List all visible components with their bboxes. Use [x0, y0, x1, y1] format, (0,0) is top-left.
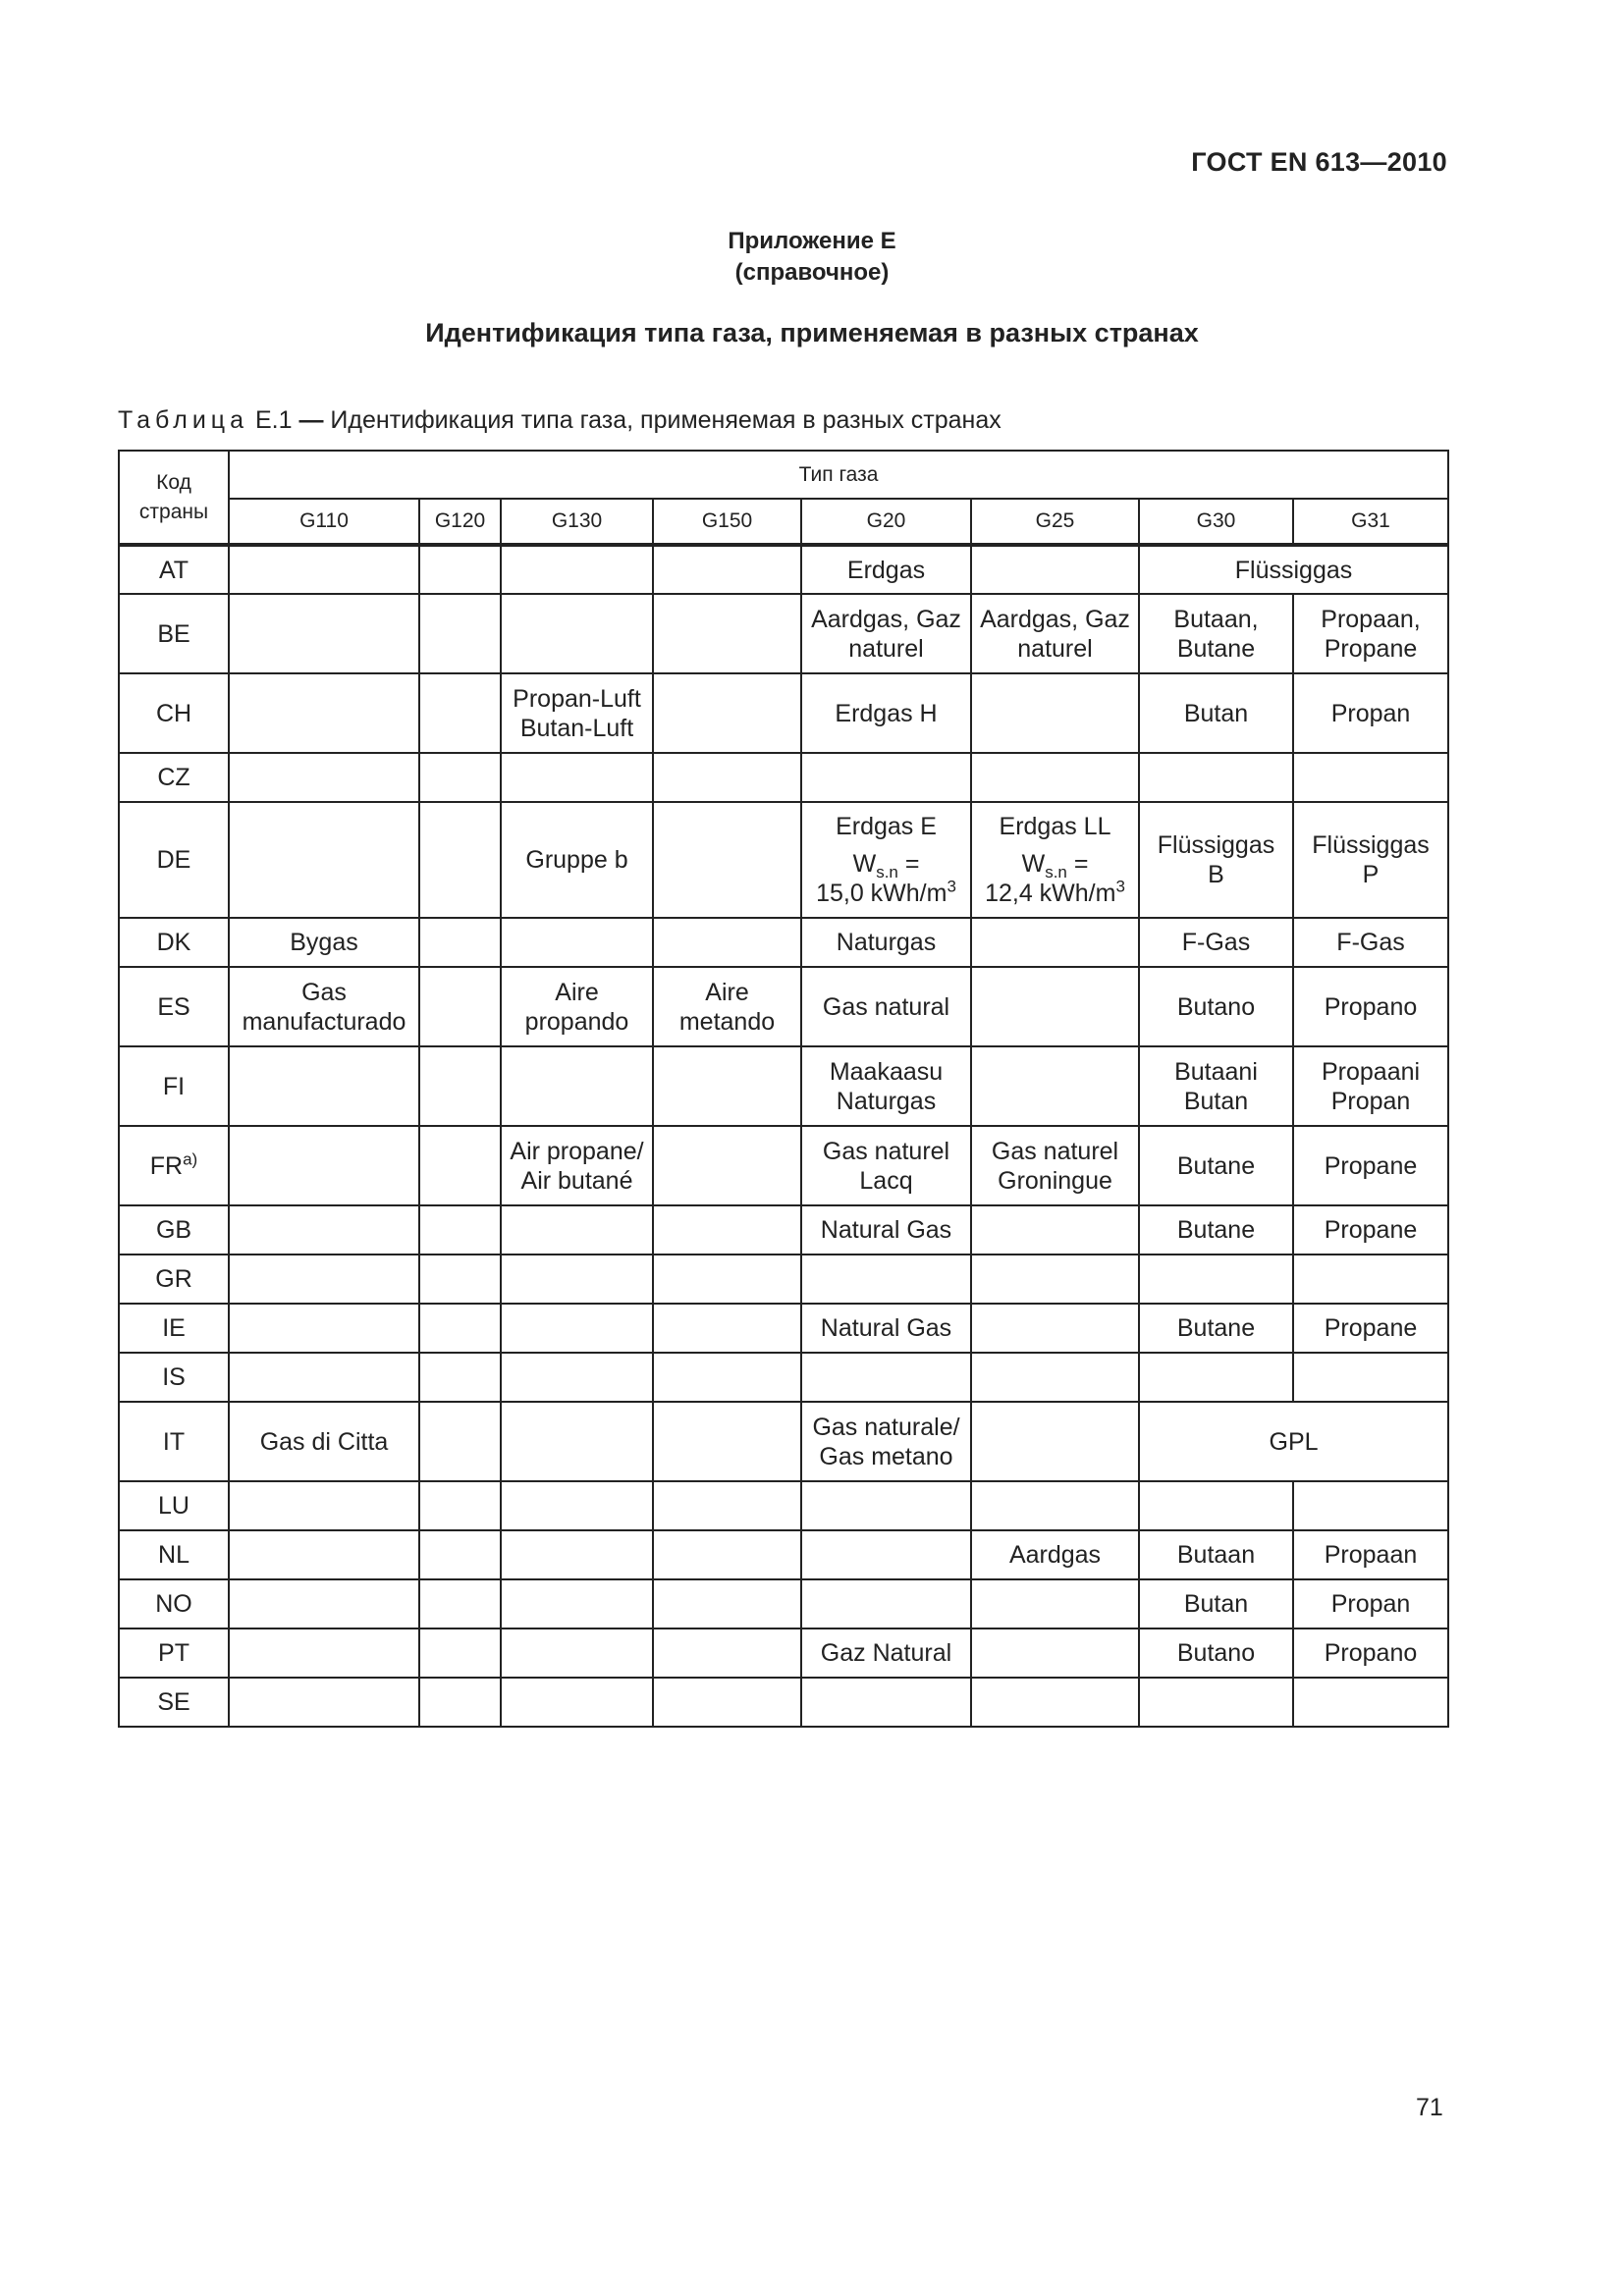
table-cell: Natural Gas — [801, 1304, 971, 1353]
header-g120: G120 — [419, 499, 501, 545]
table-cell — [653, 1046, 801, 1126]
header-g30: G30 — [1139, 499, 1293, 545]
table-cell — [1139, 1046, 1293, 1126]
table-cell: Propane — [1293, 1304, 1448, 1353]
table-cell — [801, 1402, 971, 1481]
table-cell — [229, 1530, 419, 1579]
table-cell: Propaan, Propane — [1293, 594, 1448, 673]
country-code-cell: GB — [119, 1205, 229, 1255]
country-code-cell: DE — [119, 802, 229, 918]
table-row — [119, 1629, 1448, 1678]
country-code-cell: DK — [119, 918, 229, 967]
table-cell: Butano — [1139, 1629, 1293, 1678]
wobbe-index-formula — [804, 849, 968, 879]
header-g25: G25 — [971, 499, 1139, 545]
cell-line: Propan — [1330, 1087, 1411, 1115]
table-cell — [1293, 753, 1448, 802]
table-cell — [1139, 1481, 1293, 1530]
table-row — [119, 1402, 1448, 1481]
table-cell — [229, 967, 419, 1046]
table-cell — [501, 545, 653, 594]
country-code-cell: BE — [119, 594, 229, 673]
table-cell — [419, 1046, 501, 1126]
footnote-marker: a) — [183, 1149, 198, 1169]
annex-status: (справочное) — [734, 259, 890, 286]
table-cell — [801, 802, 971, 918]
cell-line: Propan-Luft — [513, 684, 641, 713]
table-cell — [801, 753, 971, 802]
country-code-cell: GR — [119, 1255, 229, 1304]
wobbe-value — [804, 879, 968, 908]
table-cell: Butano — [1139, 967, 1293, 1046]
table-cell: Butan — [1139, 673, 1293, 753]
table-row — [119, 753, 1448, 802]
country-code-cell: IS — [119, 1353, 229, 1402]
table-cell — [653, 1255, 801, 1304]
table-cell — [801, 1530, 971, 1579]
standard-designation: ГОСТ EN 613—2010 — [1191, 147, 1447, 177]
page-title: Идентификация типа газа, применяемая в разных странах — [425, 318, 1199, 347]
cell-line: Butaani — [1174, 1057, 1258, 1086]
wobbe-value — [974, 879, 1136, 908]
table-cell — [419, 673, 501, 753]
table-cell: Aardgas — [971, 1530, 1139, 1579]
table-cell — [653, 1353, 801, 1402]
country-code-cell: AT — [119, 545, 229, 594]
table-cell — [801, 1481, 971, 1530]
cell-line: Aire — [705, 978, 749, 1006]
table-row — [119, 1678, 1448, 1727]
wobbe-number: 12,4 kWh/m — [985, 880, 1116, 907]
table-caption-label: Таблица — [118, 406, 249, 434]
table-cell — [501, 1678, 653, 1727]
table-cell — [653, 1629, 801, 1678]
cell-line: Erdgas LL — [999, 813, 1111, 840]
table-cell — [501, 594, 653, 673]
header-country-code: Код страны — [119, 451, 229, 545]
table-cell — [971, 545, 1139, 594]
country-code-cell: CH — [119, 673, 229, 753]
table-cell — [653, 1205, 801, 1255]
table-cell: Butane — [1139, 1205, 1293, 1255]
table-cell — [501, 1046, 653, 1126]
table-cell — [501, 1530, 653, 1579]
table-cell — [419, 1304, 501, 1353]
table-cell — [1139, 802, 1293, 918]
cell-line: Gas naturel — [822, 1137, 950, 1165]
table-cell — [971, 753, 1139, 802]
table-row — [119, 1579, 1448, 1629]
header-gas-type: Тип газа — [229, 451, 1448, 499]
table-cell — [971, 918, 1139, 967]
cell-line: Aire — [555, 978, 599, 1006]
wobbe-number: 15,0 kWh/m — [816, 880, 947, 907]
table-cell — [801, 1046, 971, 1126]
country-code-cell: IT — [119, 1402, 229, 1481]
country-code-cell: PT — [119, 1629, 229, 1678]
header-g150: G150 — [653, 499, 801, 545]
table-cell — [971, 1402, 1139, 1481]
table-row — [119, 1481, 1448, 1530]
table-cell — [419, 545, 501, 594]
table-header — [119, 451, 1448, 545]
cell-line: Propaani — [1321, 1057, 1421, 1086]
table-cell: Gaz Natural — [801, 1629, 971, 1678]
cell-line: Gas — [301, 978, 347, 1006]
table-cell — [229, 1255, 419, 1304]
table-cell: Propan — [1293, 673, 1448, 753]
table-cell — [1293, 802, 1448, 918]
table-cell — [653, 967, 801, 1046]
page-number: 71 — [1416, 2094, 1443, 2121]
table-cell — [501, 673, 653, 753]
table-cell: GPL — [1139, 1402, 1448, 1481]
cell-line: Butan — [1183, 1087, 1249, 1115]
wobbe-subscript: s.n — [876, 863, 898, 881]
table-cell — [229, 594, 419, 673]
cell-line: Air butané — [520, 1166, 633, 1195]
table-cell: Butaan, Butane — [1139, 594, 1293, 673]
table-cell — [501, 753, 653, 802]
cell-line: Air propane/ — [510, 1137, 644, 1165]
table-cell — [229, 1678, 419, 1727]
table-cell — [971, 967, 1139, 1046]
table-row — [119, 673, 1448, 753]
table-cell: Gas natural — [801, 967, 971, 1046]
table-cell — [801, 1678, 971, 1727]
table-cell — [971, 1046, 1139, 1126]
table-cell — [419, 594, 501, 673]
country-code-cell: FI — [119, 1046, 229, 1126]
cell-line: manufacturado — [242, 1007, 406, 1036]
table-cell — [229, 1481, 419, 1530]
table-cell — [1139, 1678, 1293, 1727]
table-cell: Flüssiggas — [1139, 545, 1448, 594]
table-cell: Erdgas — [801, 545, 971, 594]
table-cell: Propan — [1293, 1579, 1448, 1629]
table-cell: Natural Gas — [801, 1205, 971, 1255]
table-cell — [971, 1629, 1139, 1678]
cell-line: propando — [524, 1007, 629, 1036]
table-cell — [419, 918, 501, 967]
table-cell — [653, 802, 801, 918]
country-code-cell: ES — [119, 967, 229, 1046]
table-cell — [229, 802, 419, 918]
table-cell — [229, 673, 419, 753]
table-cell — [971, 1205, 1139, 1255]
wobbe-subscript: s.n — [1045, 863, 1067, 881]
header-g31: G31 — [1293, 499, 1448, 545]
table-cell — [501, 918, 653, 967]
country-code-cell: IE — [119, 1304, 229, 1353]
table-cell — [1139, 753, 1293, 802]
cell-line: B — [1208, 861, 1224, 888]
country-code-cell: NO — [119, 1579, 229, 1629]
cell-line: Butan-Luft — [519, 714, 634, 742]
table-cell: F-Gas — [1293, 918, 1448, 967]
table-cell — [971, 1579, 1139, 1629]
table-cell — [229, 1629, 419, 1678]
table-cell — [971, 1126, 1139, 1205]
table-cell — [419, 1629, 501, 1678]
cell-line: Gas naturel — [991, 1137, 1119, 1165]
unit-exponent: 3 — [1115, 877, 1125, 896]
table-row — [119, 967, 1448, 1046]
table-cell — [229, 1126, 419, 1205]
cell-line: Gas metano — [819, 1442, 953, 1470]
table-row — [119, 1046, 1448, 1126]
table-cell — [501, 1402, 653, 1481]
table-cell — [971, 1481, 1139, 1530]
table-cell — [501, 1255, 653, 1304]
table-caption — [118, 406, 1001, 435]
table-cell: Propane — [1293, 1126, 1448, 1205]
cell-line: metando — [678, 1007, 776, 1036]
table-row — [119, 1205, 1448, 1255]
annex-heading — [0, 226, 1624, 289]
table-row — [119, 1255, 1448, 1304]
table-row — [119, 1530, 1448, 1579]
table-cell: Aardgas, Gaz naturel — [801, 594, 971, 673]
table-cell — [1293, 1255, 1448, 1304]
table-cell: Aardgas, Gaz naturel — [971, 594, 1139, 673]
cell-line: Naturgas — [836, 1087, 937, 1115]
table-cell: F-Gas — [1139, 918, 1293, 967]
table-cell — [653, 1304, 801, 1353]
table-cell — [971, 1255, 1139, 1304]
table-cell: Gruppe b — [501, 802, 653, 918]
table-cell: Gas di Citta — [229, 1402, 419, 1481]
table-row — [119, 1353, 1448, 1402]
table-cell — [971, 1304, 1139, 1353]
table-caption-number: E.1 — [254, 406, 293, 434]
table-cell: Butane — [1139, 1126, 1293, 1205]
table-cell — [653, 1579, 801, 1629]
table-cell — [419, 802, 501, 918]
table-cell — [1293, 1046, 1448, 1126]
table-cell — [229, 1579, 419, 1629]
header-g110: G110 — [229, 499, 419, 545]
table-cell — [653, 1402, 801, 1481]
table-cell — [229, 1205, 419, 1255]
table-cell — [419, 1126, 501, 1205]
table-cell — [653, 1530, 801, 1579]
cell-line: Gas naturale/ — [812, 1413, 960, 1441]
table-body — [119, 545, 1448, 1727]
table-cell — [801, 1353, 971, 1402]
table-row — [119, 594, 1448, 673]
table-cell — [653, 1481, 801, 1530]
table-cell — [971, 802, 1139, 918]
table-cell — [653, 673, 801, 753]
table-cell — [229, 545, 419, 594]
table-cell — [419, 967, 501, 1046]
table-cell — [419, 1205, 501, 1255]
wobbe-equals: = — [1066, 850, 1089, 878]
country-code: FR — [149, 1151, 184, 1180]
table-caption-dash: — — [298, 406, 324, 434]
wobbe-symbol: W — [852, 850, 877, 878]
table-cell — [1139, 1353, 1293, 1402]
table-cell — [1293, 1481, 1448, 1530]
table-cell — [971, 673, 1139, 753]
table-cell — [229, 1046, 419, 1126]
cell-line: Flüssiggas — [1312, 831, 1430, 859]
table-cell — [801, 1579, 971, 1629]
table-cell — [653, 1678, 801, 1727]
table-cell: Propane — [1293, 1205, 1448, 1255]
table-cell — [501, 1629, 653, 1678]
table-cell: Propaan — [1293, 1530, 1448, 1579]
cell-line: Lacq — [859, 1166, 913, 1195]
cell-line: P — [1362, 861, 1380, 888]
table-cell: Butane — [1139, 1304, 1293, 1353]
header-g130: G130 — [501, 499, 653, 545]
table-cell — [229, 1304, 419, 1353]
table-cell — [419, 1579, 501, 1629]
table-cell — [419, 1530, 501, 1579]
table-cell — [501, 1205, 653, 1255]
country-code-cell: NL — [119, 1530, 229, 1579]
table-cell — [501, 1481, 653, 1530]
table-cell: Propano — [1293, 1629, 1448, 1678]
cell-line: Maakaasu — [829, 1057, 944, 1086]
table-cell — [419, 1678, 501, 1727]
table-cell — [1293, 1353, 1448, 1402]
table-cell — [653, 594, 801, 673]
table-cell: Butan — [1139, 1579, 1293, 1629]
table-cell — [501, 1353, 653, 1402]
country-code-cell — [119, 1126, 229, 1205]
table-cell — [419, 1481, 501, 1530]
table-cell — [653, 1126, 801, 1205]
table-cell — [653, 753, 801, 802]
table-cell — [501, 967, 653, 1046]
table-cell — [501, 1126, 653, 1205]
table-row — [119, 918, 1448, 967]
country-code-cell: SE — [119, 1678, 229, 1727]
table-cell — [801, 1255, 971, 1304]
table-cell — [229, 753, 419, 802]
table-cell: Bygas — [229, 918, 419, 967]
table-cell — [501, 1579, 653, 1629]
wobbe-symbol: W — [1021, 850, 1046, 878]
table-cell: Erdgas H — [801, 673, 971, 753]
unit-exponent: 3 — [947, 877, 956, 896]
cell-line: Groningue — [998, 1166, 1112, 1195]
table-cell — [501, 1304, 653, 1353]
table-cell: Propano — [1293, 967, 1448, 1046]
wobbe-index-formula — [974, 849, 1136, 879]
cell-line: Erdgas E — [836, 813, 937, 840]
table-row — [119, 1126, 1448, 1205]
table-cell — [419, 753, 501, 802]
table-row — [119, 802, 1448, 918]
table-cell — [971, 1353, 1139, 1402]
table-row — [119, 1304, 1448, 1353]
country-code-cell: LU — [119, 1481, 229, 1530]
annex-title: Приложение E — [728, 228, 896, 254]
wobbe-equals: = — [897, 850, 920, 878]
table-cell — [229, 1353, 419, 1402]
table-cell — [801, 1126, 971, 1205]
table-cell — [1293, 1678, 1448, 1727]
table-cell — [419, 1353, 501, 1402]
country-code-cell: CZ — [119, 753, 229, 802]
header-g20: G20 — [801, 499, 971, 545]
table-cell — [1139, 1255, 1293, 1304]
table-row — [119, 545, 1448, 594]
table-cell: Butaan — [1139, 1530, 1293, 1579]
table-cell — [419, 1402, 501, 1481]
gas-type-table — [118, 450, 1449, 1728]
table-caption-text: Идентификация типа газа, применяемая в разных странах — [330, 406, 1001, 434]
cell-line: Flüssiggas — [1157, 831, 1275, 859]
table-cell — [971, 1678, 1139, 1727]
table-cell: Naturgas — [801, 918, 971, 967]
table-cell — [653, 918, 801, 967]
table-cell — [653, 545, 801, 594]
table-cell — [419, 1255, 501, 1304]
